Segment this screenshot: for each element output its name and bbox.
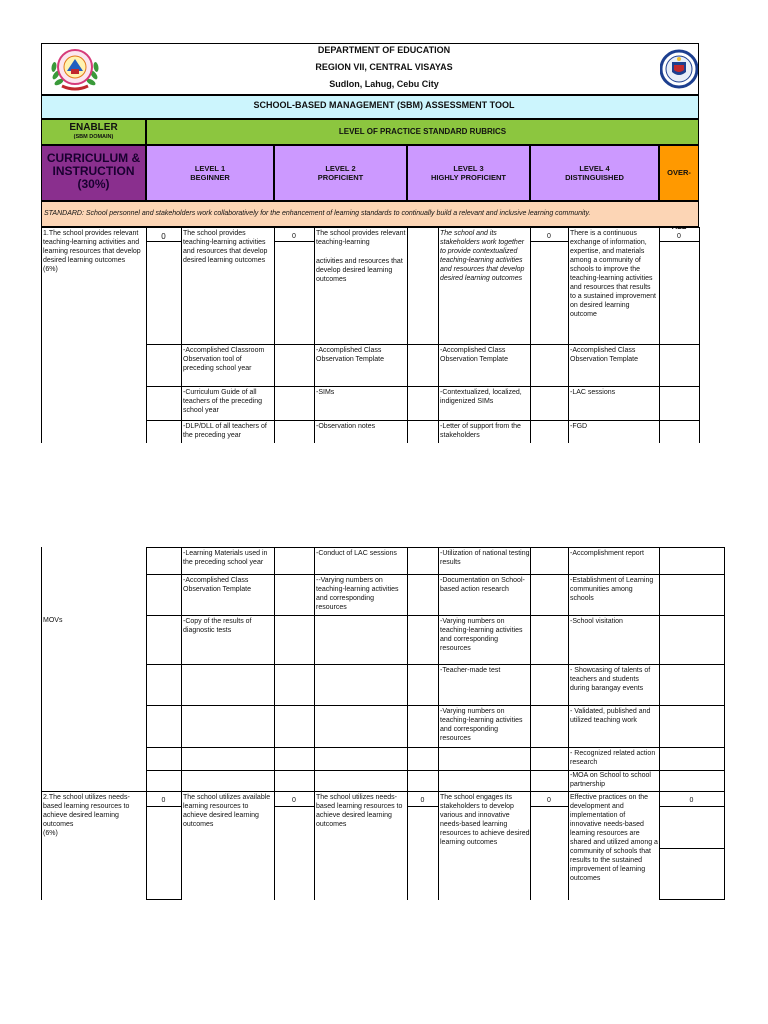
indicator2-level3-score: 0 [420,797,425,804]
grid-line [659,241,700,242]
mov-row2-level1: -Curriculum Guide of all teachers of the preceding school year [183,389,262,414]
grid-line [530,806,569,807]
indicator2-description: 2.The school utilizes needs-based learning resources to achieve desired learning outcomes [43,794,130,828]
grid-line [530,547,531,900]
grid-line [659,899,725,900]
enabler-sub: (SBM DOMAIN) [73,134,114,140]
p2-mov-row7-level4: -MOA on School to school partnership [570,772,651,788]
p2-mov-row5-level3: -Varying numbers on teaching-learning activities and corresponding resources [440,708,523,742]
level2-name: PROFICIENT [317,173,364,182]
grid-line [41,227,700,228]
grid-line [438,547,439,900]
level2-number: LEVEL 2 [325,164,356,173]
grid-line [146,547,725,548]
grid-line [146,664,725,665]
grid-line [41,547,42,900]
grid-line [146,747,725,748]
grid-line [438,227,439,443]
enabler-cell [41,119,146,145]
level1-name: BEGINNER [190,173,230,182]
indicator1-level3-score: 0 [547,233,551,240]
tool-title: SCHOOL-BASED MANAGEMENT (SBM) ASSESSMENT TOOL [253,100,515,110]
p2-mov-row2-level3: -Documentation on School-based action research [440,577,525,593]
grid-line [146,615,725,616]
indicator1-level2-rubric-a: The school provides relevant teaching-learning [316,230,406,246]
indicator1-overall-score: 0 [677,233,681,240]
indicator1-level1-score: 0 [161,232,166,241]
p2-mov-row2-level4: -Establishment of Learning communities among schools [570,577,654,602]
grid-line [146,705,725,706]
grid-line [181,227,182,443]
grid-line [407,227,408,443]
domain-weight: (30%) [77,177,110,191]
level3-number: LEVEL 3 [453,164,484,173]
grid-line [568,227,569,443]
p2-mov-row2-level2: --Varying numbers on teaching-learning activities and corresponding resources [316,577,399,611]
grid-line [146,420,700,421]
mov-row3-level4: -FGD [570,423,588,430]
indicator2-level4-score: 0 [547,797,551,804]
p2-mov-row1-level1: -Learning Materials used in the preceding school year [183,550,268,566]
indicator2-overall-score: 0 [689,797,694,804]
grid-line [146,899,182,900]
indicator2-level4-rubric: Effective practices on the development and implementation of innovative needs-based learning resources are shared and utilized among a community of schools that results to the sustained improvement of learning outcomes [570,794,658,882]
indicator2-level1-rubric: The school utilizes available learning resources to achieve desired learning outcomes [183,794,271,828]
p2-mov-row3-level3: -Varying numbers on teaching-learning activities and corresponding resources [440,618,523,652]
indicator1-weight: (6%) [43,266,58,273]
grid-line [146,227,147,443]
grid-line [659,848,725,849]
grid-line [530,241,569,242]
grid-line [274,547,275,900]
grid-line [41,791,725,792]
grid-line [181,547,182,900]
mov-row3-level3: -Letter of support from the stakeholders [440,423,521,439]
office-address: Sudlon, Lahug, Cebu City [329,79,439,89]
indicator2-weight: (6%) [43,830,58,837]
grid-line [699,227,700,443]
grid-line [659,806,725,807]
grid-line [41,227,42,443]
grid-line [314,227,315,443]
p2-mov-row5-level4: - Validated, published and utilized teaching work [570,708,651,724]
level4-header [530,145,659,201]
indicator1-text [43,229,145,285]
indicator2-text [43,793,145,849]
grid-line [146,241,182,242]
p2-mov-row4-level3: -Teacher-made test [440,667,501,674]
overall-header: OVER- [659,145,699,201]
indicator2-level3-rubric: The school engages its stakeholders to develop various and innovative needs-based learning resources to achieve desired learning outcomes [440,794,530,846]
grid-line [274,806,315,807]
grid-line [407,806,439,807]
grid-line [274,241,315,242]
standard-text: STANDARD: School personnel and stakeholders work collaboratively for the enhancement of learning standards to continually build a relevant and inclusive learning community. [41,201,699,227]
grid-line [146,806,182,807]
grid-line [530,227,531,443]
indicator1-level2-rubric-b: activities and resources that develop desired learning outcomes [316,258,403,283]
indicator1-description: 1.The school provides relevant teaching-learning activities and learning resources that develop desired learning outcomes [43,230,141,264]
grid-line [146,386,700,387]
level1-header [146,145,274,201]
region-name: REGION VII, CENTRAL VISAYAS [315,62,453,72]
level2-header [274,145,407,201]
p2-mov-row2-level1: -Accomplished Class Observation Template [183,577,251,593]
grid-line [314,547,315,900]
grid-line [146,344,700,345]
indicator2-level1-score: 0 [161,797,166,804]
mov-row2-level3: -Contextualized, localized, indigenized SIMs [440,389,522,405]
mov-row1-level1: -Accomplished Classroom Observation tool of preceding school year [183,347,265,372]
indicator1-level1-rubric: The school provides teaching-learning activities and resources that develop desired learning outcomes [183,230,268,264]
domain-label-cell [41,145,146,201]
mov-row2-level2: -SIMs [316,389,335,396]
mov-row3-level2: -Observation notes [316,423,376,430]
indicator2-level2-rubric: The school utilizes needs-based learning resources to achieve desired learning outcomes [316,794,403,828]
p2-mov-row3-level4: -School visitation [570,618,623,625]
grid-line [146,574,725,575]
indicator1-level4-rubric: There is a continuous exchange of information, expertise, and materials among a community of schools to improve the teaching-learning activities and resources that results to a sustained improvement on desired learning outcome [570,230,656,318]
level4-name: DISTINGUISHED [565,173,624,182]
level1-number: LEVEL 1 [194,164,226,173]
p2-mov-row3-level1: -Copy of the results of diagnostic tests [183,618,252,634]
p2-mov-row1-level2: -Conduct of LAC sessions [316,550,397,557]
level-of-practice-title: LEVEL OF PRACTICE STANDARD RUBRICS [146,119,699,145]
mov-row1-level3: -Accomplished Class Observation Template [440,347,508,363]
grid-line [146,547,147,900]
mov-row2-level4: -LAC sessions [570,389,616,396]
enabler-label: ENABLER [69,122,118,133]
movs-label: MOVs [43,617,63,624]
grid-line [659,227,660,443]
level3-name: HIGHLY PROFICIENT [430,173,506,182]
grid-line [274,227,275,443]
mov-row3-level1: -DLP/DLL of all teachers of the preceding year [183,423,267,439]
p2-mov-row1-level4: -Accomplishment report [570,550,644,557]
level4-number: LEVEL 4 [579,164,610,173]
indicator1-level3-rubric: The school and its stakeholders work together to provide contextualized teaching-learning activities and resources that develop desired learning outcomes [440,230,525,282]
level3-header [407,145,530,201]
domain-line1: CURRICULUM & [46,151,141,165]
indicator2-level2-score: 0 [292,797,296,804]
grid-line [568,547,569,900]
p2-mov-row6-level4: - Recognized related action research [570,750,656,766]
p2-mov-row1-level3: -Utilization of national testing results [440,550,530,566]
dept-name: DEPARTMENT OF EDUCATION [317,45,451,55]
grid-line [407,547,408,900]
p2-mov-row4-level4: - Showcasing of talents of teachers and students during barangay events [570,667,651,692]
mov-row1-level2: -Accomplished Class Observation Template [316,347,384,363]
indicator1-level2-score: 0 [292,233,296,240]
domain-line2: INSTRUCTION [52,164,135,178]
mov-row1-level4: -Accomplished Class Observation Template [570,347,638,363]
